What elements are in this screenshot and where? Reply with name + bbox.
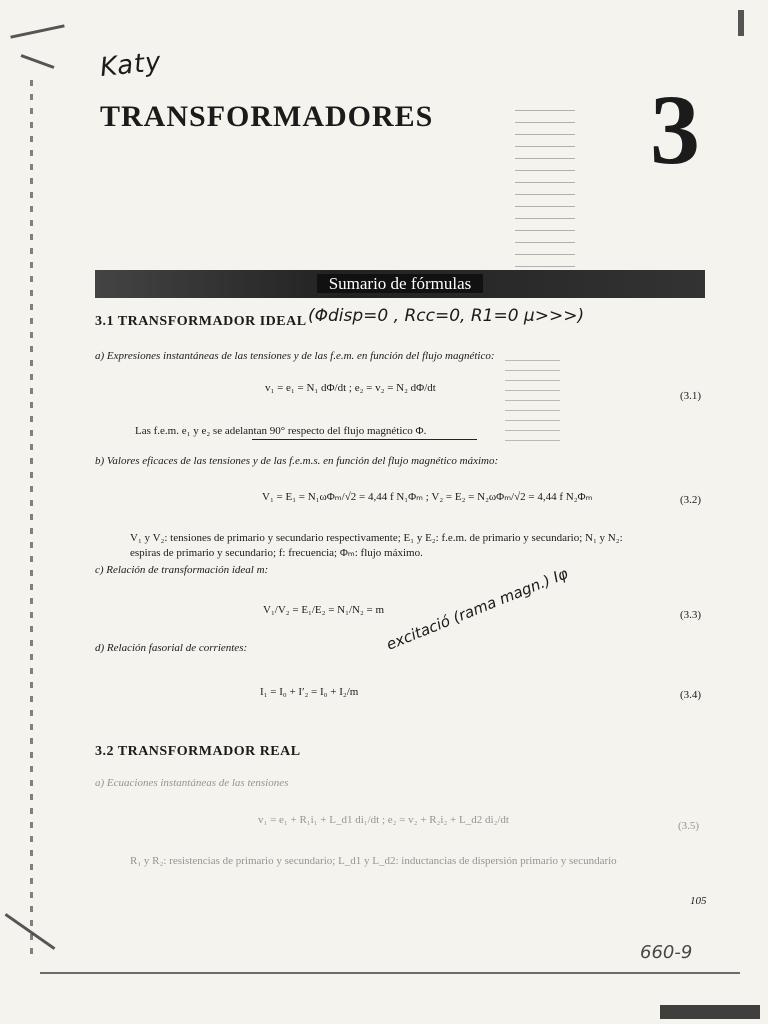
item-d-label: d) Relación fasorial de corrientes: — [95, 642, 248, 654]
scan-noise-mark — [738, 10, 744, 36]
section-heading-3-2: 3.2 TRANSFORMADOR REAL — [95, 744, 301, 759]
section-heading-3-1: 3.1 TRANSFORMADOR IDEAL — [95, 314, 307, 329]
chapter-title: TRANSFORMADORES — [100, 100, 434, 133]
formula-3-2: V₁ = E₁ = N₁ωΦₘ/√2 = 4,44 f N₁Φₘ ; V₂ = E₂ = N₂ωΦₘ/√2 = 4,44 f N₂Φₘ — [262, 491, 593, 503]
scan-noise-mark — [21, 54, 55, 69]
note-symbols-line-1: V₁ y V₂: tensiones de primario y secundario respectivamente; E₁ y E₂: f.e.m. de primario y secundario; N₁ y N₂: — [130, 532, 623, 544]
chapter-number: 3 — [650, 74, 700, 185]
summary-banner-text: Sumario de fórmulas — [317, 274, 484, 293]
scan-bottom-line — [40, 972, 740, 974]
item-a-label: a) Expresiones instantáneas de las tensiones y de las f.e.m. en función del flujo magnético: — [95, 350, 495, 362]
photocopy-left-border — [30, 80, 33, 960]
note-symbols-line-2: espiras de primario y secundario; f: frecuencia; Φₘ: flujo máximo. — [130, 547, 423, 559]
handwritten-underline — [252, 439, 477, 440]
item-a-real-label: a) Ecuaciones instantáneas de las tensiones — [95, 777, 289, 789]
handwritten-conditions-note: (Φdisp=0 , Rcc=0, R1=0 μ>>>) — [308, 306, 585, 326]
handwritten-footer-mark: 660-9 — [640, 942, 693, 963]
note-fem-phase: Las f.e.m. e₁ y e₂ se adelantan 90° respecto del flujo magnético Φ. — [135, 425, 427, 437]
equation-number-3-5: (3.5) — [678, 820, 700, 832]
equation-number-3-2: (3.2) — [680, 494, 702, 506]
handwritten-name: Katy — [98, 46, 164, 84]
equation-number-3-4: (3.4) — [680, 689, 702, 701]
formula-3-3: V₁/V₂ = E₁/E₂ = N₁/N₂ = m — [263, 604, 385, 616]
scan-noise-mark — [10, 24, 64, 38]
item-c-label: c) Relación de transformación ideal m: — [95, 564, 269, 576]
item-b-label: b) Valores eficaces de las tensiones y de las f.e.m.s. en función del flujo magnético máximo: — [95, 455, 499, 467]
formula-3-4: I₁ = I₀ + I′₂ = I₀ + I₂/m — [260, 686, 359, 698]
handwritten-excitation-note: excitació (rama magn.) Iφ — [383, 564, 571, 654]
equation-number-3-3: (3.3) — [680, 609, 702, 621]
note-real-symbols: R₁ y R₂: resistencias de primario y secundario; L_d1 y L_d2: inductancias de dispersión primario y secundario — [130, 855, 617, 867]
formula-3-1: v₁ = e₁ = N₁ dΦ/dt ; e₂ = v₂ = N₂ dΦ/dt — [265, 382, 436, 394]
page-number: 105 — [690, 895, 707, 907]
formula-3-5: v₁ = e₁ + R₁i₁ + L_d1 di₁/dt ; e₂ = v₂ + R₂i₂ + L_d2 di₂/dt — [258, 814, 509, 826]
margin-scribbles — [505, 360, 560, 450]
margin-scribbles — [515, 110, 575, 270]
summary-banner — [95, 270, 705, 298]
equation-number-3-1: (3.1) — [680, 390, 702, 402]
scan-noise-mark — [660, 1005, 760, 1019]
